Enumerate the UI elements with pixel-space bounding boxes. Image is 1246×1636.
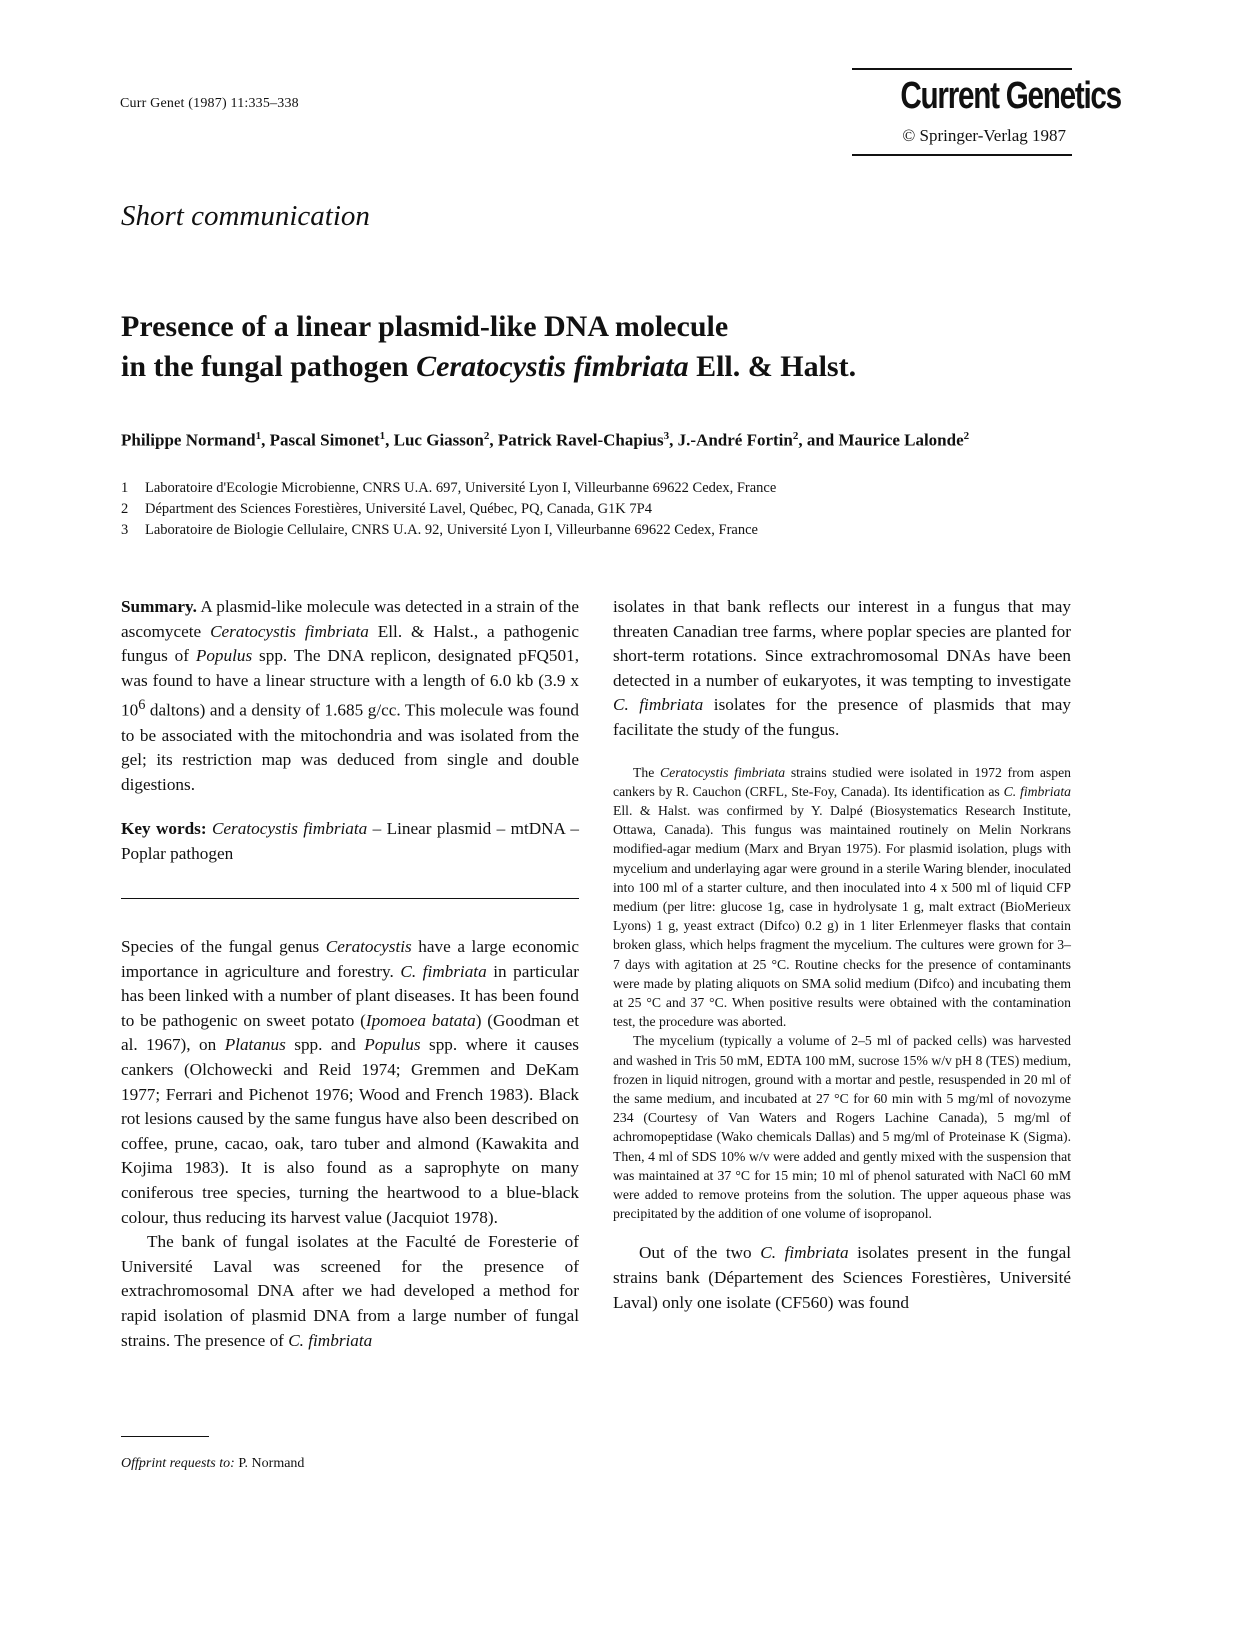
- species-italic: Ceratocystis fimbriata: [660, 764, 786, 780]
- affiliation-item: [121, 499, 1081, 520]
- results-paragraph: [613, 1241, 1071, 1315]
- title-line-1: Presence of a linear plasmid-like DNA molecule: [121, 310, 729, 343]
- methods-paragraph-1: [613, 763, 1071, 1032]
- text-run: ) (Goodman et al. 1967), on: [121, 1010, 579, 1055]
- results-start: [613, 1241, 1071, 1315]
- text-run: isolates in that bank reflects our interest in a fungus that may threaten Canadian tree farms, where poplar species are planted for short-term rotations. Since extrachromosomal DNAs have been detected in a number of eukaryotes, it was tempting to investigate: [613, 597, 1071, 690]
- journal-citation: Curr Genet (1987) 11:335–338: [120, 96, 299, 111]
- journal-masthead: [852, 68, 1121, 156]
- text-run: spp. where it causes cankers (Olchowecki and Reid 1974; Gremmen and DeKam 1977; Ferrari and Pichenot 1976; Wood and French 1983). Black rot lesions caused by the same fungus have also been described on coffee, prune, cacao, oak, taro tuber and almond (Kawakita and Kojima 1983). It is also found as a saprophyte on many coniferous tree species, turning the heartwood to a blue-black colour, thus reducing its harvest value (Jacquiot 1978).: [121, 1035, 579, 1227]
- article-title: [121, 307, 1101, 387]
- genus-italic: Populus: [195, 646, 253, 666]
- species-italic: C. fimbriata: [613, 695, 704, 715]
- author-list: [121, 430, 1131, 451]
- intro-paragraph-2: [121, 1230, 579, 1353]
- affiliation-list: [121, 478, 1081, 541]
- title-species-name: Ceratocystis fimbriata: [416, 350, 689, 383]
- author-name: Pascal Simonet: [269, 430, 380, 450]
- summary-paragraph: [121, 595, 579, 797]
- genus-italic: Ceratocystis: [325, 937, 412, 956]
- summary-text: [121, 595, 579, 797]
- masthead-rule-bottom: [852, 154, 1072, 156]
- author-name: Philippe Normand: [121, 430, 256, 450]
- keywords-rest: – Linear plasmid – mtDNA – Poplar pathogen: [121, 819, 579, 864]
- author-affiliation-mark: 1: [255, 430, 262, 442]
- species-italic: C. fimbriata: [400, 961, 487, 981]
- summary-label: Summary.: [121, 597, 197, 616]
- genus-italic: Platanus: [224, 1035, 286, 1055]
- species-italic: Ipomoea batata: [365, 1010, 476, 1030]
- left-column-abstract: [121, 595, 579, 867]
- keyword-species: Ceratocystis fimbriata: [211, 819, 368, 839]
- affiliation-text: Départment des Sciences Forestières, Université Lavel, Québec, PQ, Canada, G1K 7P4: [145, 501, 652, 517]
- text-run: The: [633, 764, 660, 780]
- author-name: J.-André Fortin: [677, 430, 793, 450]
- affiliation-item: [121, 478, 1081, 499]
- intro-paragraph-1: [121, 935, 579, 1230]
- text-run: strains studied were isolated in 1972 from aspen cankers by R. Cauchon (CRFL, Ste-Foy, Canada). Its identification as: [613, 764, 1072, 799]
- text-run: isolates for the presence of plasmids that may facilitate the study of the fungus.: [613, 695, 1071, 739]
- exponent: 6: [138, 697, 146, 714]
- author-affiliation-mark: 2: [483, 430, 490, 442]
- intro-continuation-text: [613, 595, 1071, 743]
- affiliation-text: Laboratoire de Biologie Cellulaire, CNRS U.A. 92, Université Lyon I, Villeurbanne 69622 Cedex, France: [145, 522, 758, 538]
- author-separator: ,: [669, 430, 678, 450]
- title-line-2-prefix: in the fungal pathogen: [121, 350, 417, 383]
- affiliation-number: 1: [121, 480, 129, 496]
- species-italic: C. fimbriata: [1003, 783, 1071, 799]
- right-column: [613, 595, 1071, 1315]
- author-affiliation-mark: 1: [379, 430, 386, 442]
- affiliation-item: [121, 520, 1081, 541]
- keywords-paragraph: [121, 817, 579, 866]
- text-run: Species of the fungal genus: [121, 937, 326, 956]
- journal-name: Current Genetics: [900, 75, 1121, 117]
- species-italic: C. fimbriata: [760, 1243, 849, 1263]
- masthead-rule-top: [852, 68, 1072, 70]
- text-run: The bank of fungal isolates at the Faculté de Foresterie of Université Laval was screened for the presence of extrachromosomal DNA after we had developed a method for rapid isolation of plasmid DNA from a large number of fungal strains. The presence of: [121, 1232, 579, 1350]
- text-run: Ell. & Halst. was confirmed by Y. Dalpé (Biosystematics Research Institute, Ottawa, Canada). This fungus was maintained routinely on Melin Norkrans modified-agar medium (Marx and Bryan 1975). For plasmid isolation, plugs with mycelium and underlaying agar were ground in a sterile Waring blender, inoculated into 100 ml of a starter culture, and then inoculated into 4 x 500 ml of liquid CFP medium (per litre: glucose 1g, case in hydrolysate 1 g, malt extract (BioMerieux Lyons) 1 g, yeast extract (Difco) 0.2 g) in 1 liter Erlenmeyer flasks that contain broken glass, which helps fragment the mycelium. The cultures were grown for 3–7 days with agitation at 25 °C. Routine checks for the presence of contaminants were made by plating aliquots on SMA solid medium (Difco) and incubating them at 25 °C and 37 °C. When positive results were obtained with the contamination test, the procedure was aborted.: [613, 802, 1071, 1030]
- keywords-label: Key words:: [121, 819, 207, 839]
- author-affiliation-mark: 2: [792, 430, 799, 442]
- abstract-divider: [121, 898, 579, 899]
- text-run: have a large economic importance in agriculture and forestry.: [121, 937, 579, 981]
- methods-paragraph-2: The mycelium (typically a volume of 2–5 ml of packed cells) was harvested and washed in Tris 50 mM, EDTA 100 mM, sucrose 15% w/v pH 8 (TES) medium, frozen in liquid nitrogen, ground with a mortar and pestle, resuspended in 20 ml of the same medium, and incubated at 27 °C for 60 min with 5 mg/ml of novozyme 234 (Courtesy of Van Waters and Rogers Lachine Canada), 5 mg/ml of achromopeptidase (Wako chemicals Dallas) and 5 mg/ml of Proteinase K (Sigma). Then, 4 ml of SDS 10% w/v were added and gently mixed with the suspension that was maintained at 37 °C for 15 min; 10 ml of phenol saturated with NaCl 60 mM were added to remove proteins from the solution. The upper aqueous phase was precipitated by the addition of one volume of isopropanol.: [613, 1033, 1071, 1222]
- author-name: Patrick Ravel-Chapius: [497, 430, 664, 450]
- section-label: Short communication: [121, 200, 370, 232]
- affiliation-number: 3: [121, 522, 129, 538]
- author-separator: ,: [385, 430, 394, 450]
- footnote-name: P. Normand: [234, 1456, 305, 1471]
- methods-section: [613, 763, 1071, 1224]
- author-separator: ,: [261, 430, 270, 450]
- affiliation-text: Laboratoire d'Ecologie Microbienne, CNRS U.A. 697, Université Lyon I, Villeurbanne 69622 Cedex, France: [145, 480, 777, 496]
- footnote-label: Offprint requests to:: [121, 1456, 235, 1471]
- copyright-line: © Springer-Verlag 1987: [902, 126, 1066, 145]
- author-separator-last: , and: [798, 430, 839, 450]
- title-line-2: [121, 347, 1101, 387]
- text-run: spp. and: [285, 1035, 365, 1055]
- author-name: Maurice Lalonde: [838, 430, 964, 450]
- introduction-text: [121, 935, 579, 1353]
- summary-text-run: daltons) and a density of 1.685 g/cc. This molecule was found to be associated with the mitochondria and was isolated from the gel; its restriction map was deduced from single and double digestions.: [121, 701, 579, 794]
- author-name: Luc Giasson: [393, 430, 484, 450]
- summary-text-run: A plasmid-like molecule was detected in a strain of the ascomycete: [121, 597, 579, 641]
- text-run: isolates present in the fungal strains bank (Département des Sciences Forestières, Université Laval) only one isolate (CF560) was found: [613, 1243, 1071, 1312]
- summary-text-run: spp. The DNA replicon, designated pFQ501, was found to have a linear structure with a length of 6.0 kb (3.9 x 10: [121, 646, 580, 721]
- keywords-text: [121, 817, 579, 866]
- author-affiliation-mark: 3: [663, 430, 670, 442]
- intro-continuation: [613, 595, 1071, 743]
- species-italic: Ceratocystis fimbriata: [210, 621, 369, 641]
- footnote-divider: [121, 1436, 209, 1437]
- text-run: in particular has been linked with a number of plant diseases. It has been found to be pathogenic on sweet potato (: [121, 961, 580, 1030]
- summary-text-run: Ell. & Halst., a pathogenic fungus of: [121, 621, 579, 666]
- genus-italic: Populus: [364, 1035, 421, 1055]
- offprint-footnote: [121, 1456, 304, 1472]
- author-affiliation-mark: 2: [963, 430, 970, 442]
- species-italic: C. fimbriata: [288, 1330, 373, 1350]
- title-line-2-suffix: Ell. & Halst.: [688, 350, 857, 383]
- author-separator: ,: [489, 430, 498, 450]
- affiliation-number: 2: [121, 501, 129, 517]
- text-run: Out of the two: [639, 1243, 761, 1263]
